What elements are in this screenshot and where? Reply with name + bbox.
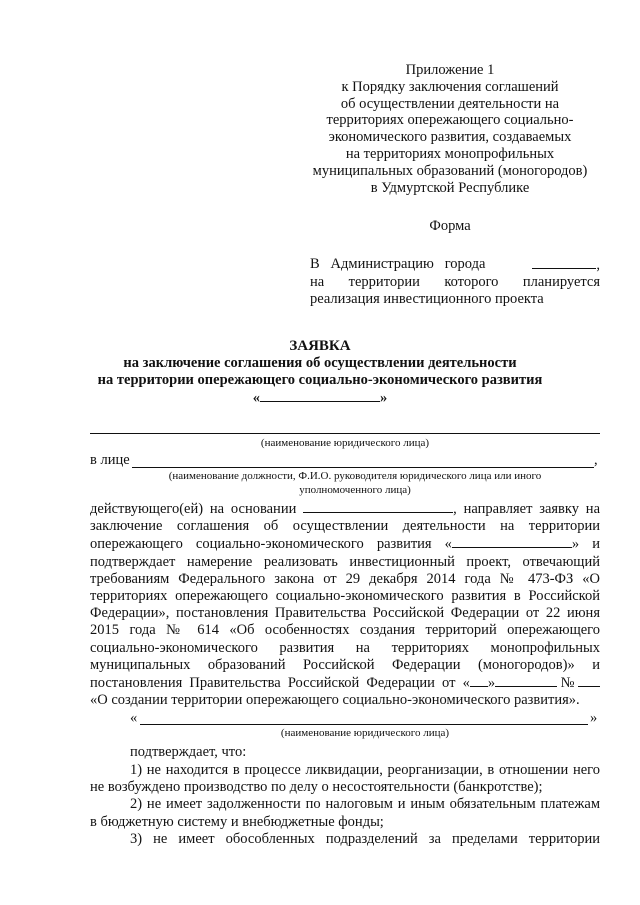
item-line: 1) не находится в процессе ликвидации, реорганизации, в отношении него [130, 762, 600, 778]
body-line: опережающего социально-экономического развития « » и [90, 536, 600, 553]
addressee-word: на [310, 274, 325, 290]
appendix-line: территориях опережающего социально- [326, 112, 574, 129]
in-person-label: в лице [90, 452, 130, 468]
confirm-items [90, 762, 600, 848]
application-body [90, 500, 600, 709]
territory-name-blank[interactable] [260, 389, 380, 402]
representative-line[interactable] [132, 467, 594, 468]
body-line: «О создании территории опережающего социально-экономического развития». [90, 692, 580, 709]
confirms-label: подтверждает, что: [130, 744, 247, 760]
body-line: заключение соглашения об осуществлении деятельности на территории [90, 518, 600, 535]
item-line: в бюджетную систему и внебюджетные фонды; [90, 813, 384, 830]
day-blank[interactable] [470, 674, 488, 687]
body-line: Федерации», постановления Правительства Российской Федерации от 22 июня [90, 605, 600, 622]
addressee-line-3: реализация инвестиционного проекта [310, 291, 544, 307]
addressee-block [310, 256, 600, 308]
item-line: не возбуждено производство по делу о несостоятельности (банкротстве); [90, 779, 543, 796]
representative-comma: , [594, 452, 598, 468]
title-line: на территории опережающего социально-экономического развития [97, 372, 543, 388]
comma: , [596, 257, 600, 273]
title-main: ЗАЯВКА [289, 338, 351, 354]
body-line: действующего(ей) на основании , направляет заявку на [90, 501, 601, 517]
addressee-word: территории [348, 274, 420, 290]
body-line: социально-экономического развития на территориях монопрофильных [90, 639, 600, 656]
appendix-line: об осуществлении деятельности на [340, 95, 560, 112]
form-label: Форма [429, 218, 471, 234]
territory-name-line [60, 389, 580, 407]
body-line: 2015 года № 614 «Об особенностях создания территорий опережающего [90, 622, 600, 639]
basis-blank[interactable] [303, 500, 453, 513]
body-line: территориях опережающего социально-экономического развития в Российской [90, 588, 600, 605]
number-blank[interactable] [578, 674, 600, 687]
city-field[interactable] [532, 256, 600, 274]
body-line: подтверждает намерение реализовать инвестиционный проект, отвечающий [90, 553, 600, 570]
document-title [60, 338, 580, 407]
appendix-line: в Удмуртской Республике [370, 179, 530, 196]
city-blank[interactable] [532, 256, 596, 269]
body-line: постановления Правительства Российской Федерации от « » № [90, 674, 600, 692]
appendix-line: Приложение 1 [405, 62, 495, 78]
addressee-line-2 [310, 274, 600, 291]
quote-close: » [380, 390, 388, 406]
addressee-word: планируется [522, 274, 600, 290]
representative-caption: уполномоченного лица) [299, 484, 411, 496]
item-line: 3) не имеет обособленных подразделений за пределами территории [130, 830, 600, 847]
company-name-caption: (наименование юридического лица) [260, 437, 430, 449]
month-blank[interactable] [495, 674, 557, 687]
body-line: требованиям Федерального закона от 29 декабря 2014 года № 473-ФЗ «О [90, 570, 600, 587]
addressee-line-1 [310, 256, 600, 274]
quote-open: « [130, 710, 138, 726]
representative-caption: (наименование должности, Ф.И.О. руководителя юридического лица или иного [168, 470, 542, 482]
body-line: муниципальных образований Российской Федерации (моногородов)» и [90, 656, 600, 673]
addressee-text: В Администрацию города [310, 256, 486, 272]
quote-close: » [590, 710, 598, 726]
addressee-word: которого [444, 274, 499, 290]
company-name-line-2[interactable] [140, 724, 588, 725]
company-name-line[interactable] [90, 433, 600, 434]
appendix-line: экономического развития, создаваемых [328, 129, 572, 146]
appendix-header [300, 62, 600, 196]
quote-open: « [252, 390, 260, 406]
company-name-caption-2: (наименование юридического лица) [280, 727, 450, 739]
title-line: на заключение соглашения об осуществлении деятельности [123, 355, 517, 371]
appendix-line: на территориях монопрофильных [345, 145, 555, 162]
appendix-line: муниципальных образований (моногородов) [312, 162, 588, 179]
territory-blank[interactable] [452, 535, 572, 548]
appendix-line: к Порядку заключения соглашений [341, 78, 559, 95]
item-line: 2) не имеет задолженности по налоговым и иным обязательным платежам [130, 796, 600, 813]
